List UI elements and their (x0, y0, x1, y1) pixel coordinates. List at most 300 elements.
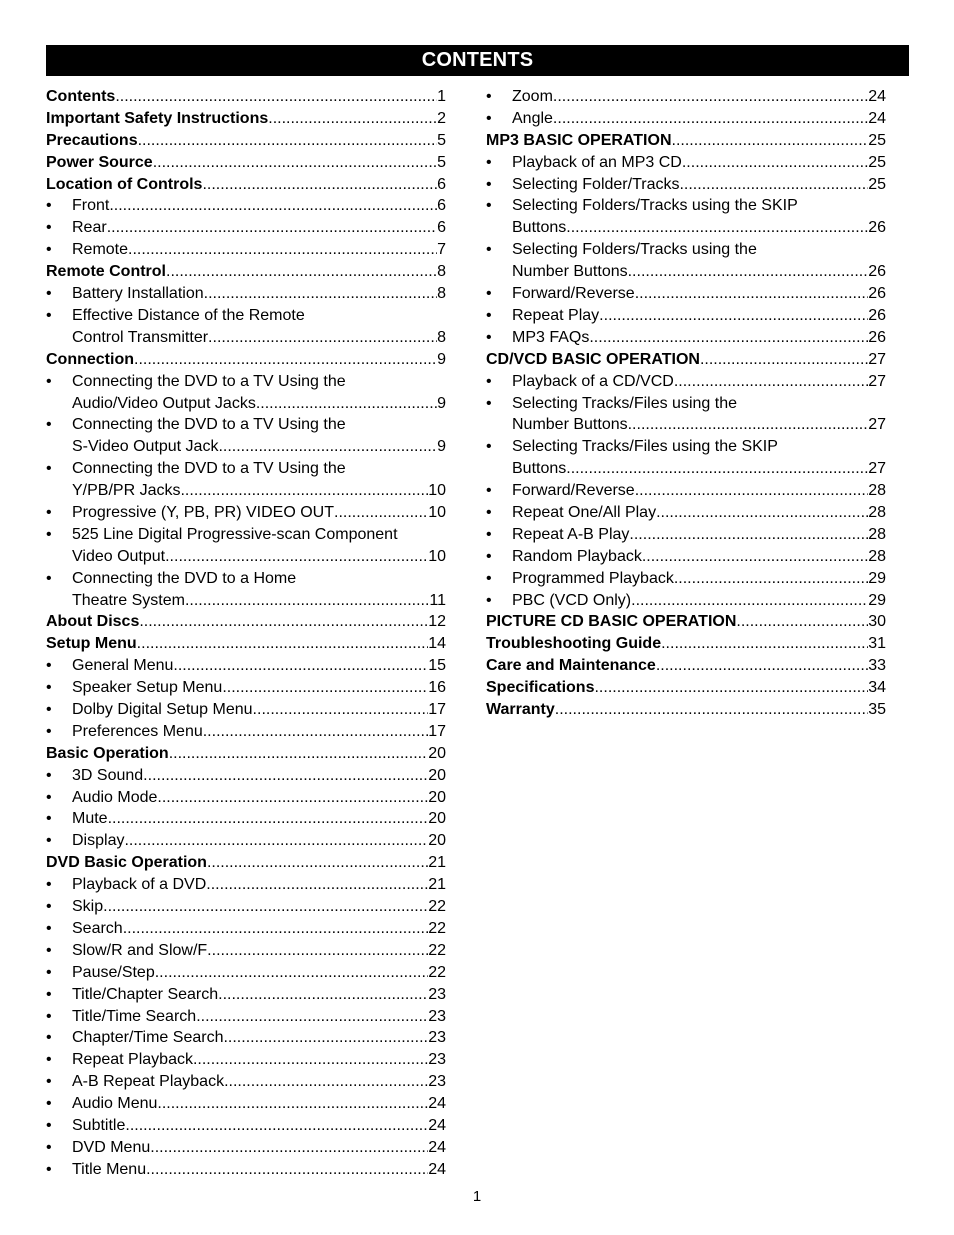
toc-page-number: 23 (428, 985, 446, 1003)
dot-leader (185, 590, 429, 612)
toc-page-number: 30 (868, 613, 886, 631)
toc-sub-entry[interactable] (486, 195, 886, 239)
toc-leader-line (46, 633, 446, 655)
toc-page-number: 20 (428, 788, 446, 806)
toc-entry-text: Display (72, 832, 125, 850)
bullet-icon: • (46, 219, 52, 237)
toc-entry-body (72, 1071, 446, 1093)
dot-leader (143, 765, 428, 787)
bullet-icon: • (46, 919, 52, 937)
toc-entry-body (486, 633, 886, 655)
dot-leader (138, 130, 438, 152)
toc-leader-line (72, 217, 446, 239)
dot-leader (599, 305, 868, 327)
toc-sub-entry[interactable] (46, 655, 446, 677)
dot-leader (672, 130, 869, 152)
toc-heading-entry[interactable] (486, 699, 886, 721)
dot-leader (108, 808, 429, 830)
toc-page-number: 8 (437, 328, 446, 346)
toc-page-number: 11 (429, 591, 446, 609)
page-title: CONTENTS (46, 45, 909, 76)
toc-leader-line (72, 1006, 446, 1028)
toc-leader-line (512, 108, 886, 130)
toc-entry-text: Setup Menu (46, 635, 137, 653)
toc-entry-body (72, 568, 446, 612)
toc-entry-body (512, 436, 886, 480)
toc-entry-text-line1: Selecting Folders/Tracks using the SKIP (512, 197, 798, 215)
bullet-icon: • (486, 175, 492, 193)
bullet-icon: • (486, 525, 492, 543)
dot-leader (629, 524, 868, 546)
toc-entry-text: Title Menu (72, 1160, 147, 1178)
bullet-icon: • (46, 503, 52, 521)
toc-entry-text-line1: Connecting the DVD to a TV Using the (72, 416, 346, 434)
dot-leader (594, 677, 868, 699)
toc-entry-text: Search (72, 919, 123, 937)
dot-leader (656, 502, 868, 524)
toc-sub-entry[interactable] (46, 940, 446, 962)
toc-heading-entry[interactable] (486, 611, 886, 633)
toc-heading-entry[interactable] (486, 677, 886, 699)
toc-heading-entry[interactable] (46, 174, 446, 196)
bullet-icon: • (46, 832, 52, 850)
toc-page-number: 23 (428, 1073, 446, 1091)
toc-entry-text: Slow/R and Slow/F (72, 941, 208, 959)
toc-sub-entry[interactable] (486, 590, 886, 612)
toc-entry-body (72, 874, 446, 896)
toc-entry-body (46, 86, 446, 108)
toc-entry-body (72, 1006, 446, 1028)
toc-entry-body (46, 611, 446, 633)
toc-entry-body (72, 1115, 446, 1137)
toc-entry-text-line1: Selecting Folders/Tracks using the (512, 241, 757, 259)
dot-leader (736, 611, 868, 633)
dot-leader (674, 371, 868, 393)
toc-leader-line (486, 633, 886, 655)
bullet-icon: • (46, 460, 52, 478)
toc-page-number: 31 (868, 635, 886, 653)
dot-leader (223, 1027, 428, 1049)
toc-entry-text: Zoom (512, 88, 553, 105)
bullet-icon: • (46, 569, 52, 587)
toc-sub-entry[interactable] (46, 217, 446, 239)
bullet-icon: • (486, 153, 492, 171)
toc-sub-entry[interactable] (486, 568, 886, 590)
toc-entry-text-line1: Selecting Tracks/Files using the SKIP (512, 438, 778, 456)
toc-sub-entry[interactable] (46, 1027, 446, 1049)
toc-entry-body (512, 590, 886, 612)
toc-entry-text: Troubleshooting Guide (486, 635, 662, 653)
toc-entry-text: Mute (72, 810, 108, 828)
toc-entry-body (72, 458, 446, 502)
toc-page-number: 20 (428, 744, 446, 762)
toc-sub-entry[interactable] (486, 480, 886, 502)
toc-page-number: 20 (428, 832, 446, 850)
toc-heading-entry[interactable] (46, 633, 446, 655)
dot-leader (553, 86, 868, 108)
dot-leader (334, 502, 428, 524)
toc-heading-entry[interactable] (486, 130, 886, 152)
toc-entry-text: Dolby Digital Setup Menu (72, 701, 253, 719)
toc-sub-entry[interactable] (486, 86, 886, 108)
toc-entry-body (72, 765, 446, 787)
toc-sub-entry[interactable] (46, 830, 446, 852)
toc-leader-line (72, 590, 446, 612)
toc-sub-entry[interactable] (46, 1137, 446, 1159)
toc-entry-text: DVD Menu (72, 1138, 151, 1156)
toc-entry-body (512, 195, 886, 239)
toc-leader-line (72, 546, 446, 568)
toc-page-number: 26 (868, 285, 886, 303)
toc-page-number: 28 (868, 503, 886, 521)
dot-leader (628, 414, 869, 436)
dot-leader (628, 261, 869, 283)
toc-sub-entry[interactable] (486, 524, 886, 546)
toc-entry-text: Subtitle (72, 1116, 126, 1134)
dot-leader (166, 261, 437, 283)
bullet-icon: • (46, 1029, 52, 1047)
toc-entry-text: Contents (46, 88, 116, 105)
toc-leader-line (72, 1115, 446, 1137)
dot-leader (128, 239, 437, 261)
toc-sub-entry[interactable] (46, 721, 446, 743)
toc-sub-entry[interactable] (46, 918, 446, 940)
toc-page-number: 20 (428, 766, 446, 784)
toc-page-number: 23 (428, 1029, 446, 1047)
toc-sub-entry[interactable] (46, 239, 446, 261)
dot-leader (115, 86, 437, 108)
toc-page-number: 24 (428, 1116, 446, 1134)
toc-entry-text: Y/PB/PR Jacks (72, 482, 181, 500)
bullet-icon: • (46, 1116, 52, 1134)
toc-leader-line (72, 808, 446, 830)
dot-leader (202, 174, 437, 196)
toc-page-number: 10 (428, 547, 446, 565)
toc-leader-line (72, 480, 446, 502)
toc-heading-entry[interactable] (486, 349, 886, 371)
toc-page-number: 26 (868, 328, 886, 346)
toc-leader-line (72, 436, 446, 458)
toc-leader-line (512, 590, 886, 612)
bullet-icon: • (46, 285, 52, 303)
toc-leader-line (486, 130, 886, 152)
toc-entry-body (72, 1093, 446, 1115)
bullet-icon: • (46, 1051, 52, 1069)
toc-sub-entry[interactable] (486, 393, 886, 437)
toc-entry-text-line1: 525 Line Digital Progressive-scan Component (72, 525, 398, 543)
toc-sub-entry[interactable] (46, 1093, 446, 1115)
toc-page-number: 6 (437, 219, 446, 237)
bullet-icon: • (46, 416, 52, 434)
toc-entry-text: Repeat Play (512, 306, 600, 324)
toc-heading-entry[interactable] (46, 130, 446, 152)
toc-page-number: 28 (868, 482, 886, 500)
toc-heading-entry[interactable] (486, 633, 886, 655)
dot-leader (157, 787, 428, 809)
toc-sub-entry[interactable] (486, 152, 886, 174)
toc-entry-text: Playback of a DVD (72, 876, 207, 894)
toc-entry-body (512, 239, 886, 283)
bullet-icon: • (46, 985, 52, 1003)
dot-leader (674, 568, 868, 590)
dot-leader (137, 633, 429, 655)
toc-page-number: 14 (428, 635, 446, 653)
toc-sub-entry[interactable] (486, 283, 886, 305)
toc-leader-line (72, 327, 446, 349)
toc-entry-text: CD/VCD BASIC OPERATION (486, 350, 700, 368)
toc-entry-body (512, 108, 886, 130)
toc-sub-entry[interactable] (46, 283, 446, 305)
bullet-icon: • (46, 722, 52, 740)
toc-entry-text: MP3 FAQs (512, 328, 590, 346)
toc-leader-line (512, 480, 886, 502)
dot-leader (125, 1115, 428, 1137)
toc-sub-entry[interactable] (46, 305, 446, 349)
toc-page-number: 26 (868, 306, 886, 324)
toc-sub-entry[interactable] (46, 765, 446, 787)
toc-sub-entry[interactable] (46, 1049, 446, 1071)
toc-heading-entry[interactable] (46, 349, 446, 371)
toc-sub-entry[interactable] (46, 787, 446, 809)
toc-leader-line (486, 655, 886, 677)
dot-leader (153, 152, 437, 174)
toc-entry-body (72, 502, 446, 524)
toc-left-column (46, 86, 446, 1181)
dot-leader (155, 962, 428, 984)
toc-entry-body (72, 655, 446, 677)
toc-entry-body (512, 546, 886, 568)
toc-entry-text: 3D Sound (72, 766, 144, 784)
toc-sub-entry[interactable] (486, 436, 886, 480)
dot-leader (218, 984, 428, 1006)
toc-page-number: 25 (868, 131, 886, 149)
toc-leader-line (486, 611, 886, 633)
toc-page-number: 25 (868, 153, 886, 171)
toc-entry-text: Theatre System (72, 591, 185, 609)
toc-entry-body (486, 349, 886, 371)
toc-entry-body (46, 349, 446, 371)
toc-entry-text: Progressive (Y, PB, PR) VIDEO OUT (72, 503, 334, 521)
toc-leader-line (72, 1049, 446, 1071)
toc-entry-body (72, 195, 446, 217)
toc-entry-body (512, 480, 886, 502)
toc-sub-entry[interactable] (46, 1159, 446, 1181)
toc-leader-line (512, 261, 886, 283)
toc-sub-entry[interactable] (46, 524, 446, 568)
toc-entry-text: Connection (46, 350, 134, 368)
bullet-icon: • (46, 306, 52, 324)
dot-leader (134, 349, 437, 371)
toc-entry-text: Buttons (512, 219, 567, 237)
bullet-icon: • (46, 241, 52, 259)
toc-page-number: 21 (428, 854, 446, 872)
toc-entry-text: PBC (VCD Only) (512, 591, 632, 609)
toc-sub-entry[interactable] (46, 458, 446, 502)
toc-sub-entry[interactable] (46, 195, 446, 217)
dot-leader (224, 1071, 428, 1093)
bullet-icon: • (486, 109, 492, 127)
toc-entry-text: Preferences Menu (72, 722, 203, 740)
toc-entry-body (512, 86, 886, 108)
toc-sub-entry[interactable] (486, 327, 886, 349)
toc-page-number: 27 (868, 416, 886, 434)
dot-leader (123, 918, 429, 940)
toc-page-number: 24 (428, 1095, 446, 1113)
toc-leader-line (486, 677, 886, 699)
dot-leader (180, 480, 428, 502)
toc-entry-text: Title/Chapter Search (72, 985, 219, 1003)
dot-leader (222, 677, 428, 699)
bullet-icon: • (486, 88, 492, 105)
dot-leader (196, 1006, 428, 1028)
bullet-icon: • (46, 657, 52, 675)
toc-entry-body (72, 918, 446, 940)
toc-entry-body (46, 261, 446, 283)
toc-leader-line (72, 721, 446, 743)
toc-entry-text: Remote Control (46, 263, 166, 281)
toc-sub-entry[interactable] (486, 305, 886, 327)
toc-entry-text: Number Buttons (512, 416, 628, 434)
toc-page-number: 6 (437, 175, 446, 193)
toc-page-number: 24 (868, 109, 886, 127)
toc-entry-body (512, 371, 886, 393)
toc-entry-text: About Discs (46, 613, 140, 631)
toc-page-number: 25 (868, 175, 886, 193)
toc-page-number: 27 (868, 350, 886, 368)
toc-entry-body (72, 414, 446, 458)
toc-sub-entry[interactable] (46, 677, 446, 699)
toc-sub-entry[interactable] (46, 371, 446, 415)
toc-sub-entry[interactable] (486, 239, 886, 283)
toc-entry-body (46, 152, 446, 174)
toc-heading-entry[interactable] (46, 86, 446, 108)
toc-entry-text: Programmed Playback (512, 569, 674, 587)
toc-sub-entry[interactable] (46, 1115, 446, 1137)
toc-page-number: 8 (437, 285, 446, 303)
toc-sub-entry[interactable] (486, 502, 886, 524)
dot-leader (635, 283, 869, 305)
toc-sub-entry[interactable] (46, 896, 446, 918)
toc-entry-text: Forward/Reverse (512, 285, 635, 303)
toc-entry-body (72, 787, 446, 809)
bullet-icon: • (46, 810, 52, 828)
toc-heading-entry[interactable] (46, 611, 446, 633)
toc-page-number: 26 (868, 219, 886, 237)
toc-sub-entry[interactable] (46, 1006, 446, 1028)
toc-leader-line (46, 86, 446, 108)
page-number: 1 (472, 1188, 482, 1205)
toc-heading-entry[interactable] (486, 655, 886, 677)
toc-leader-line (46, 349, 446, 371)
toc-entry-text: Chapter/Time Search (72, 1029, 224, 1047)
toc-leader-line (46, 108, 446, 130)
toc-sub-entry[interactable] (46, 808, 446, 830)
toc-right-column (486, 86, 886, 721)
toc-entry-body (512, 174, 886, 196)
toc-entry-body (72, 808, 446, 830)
toc-entry-body (512, 502, 886, 524)
toc-entry-text: Repeat A-B Play (512, 525, 630, 543)
toc-sub-entry[interactable] (46, 1071, 446, 1093)
toc-sub-entry[interactable] (46, 874, 446, 896)
toc-sub-entry[interactable] (46, 984, 446, 1006)
dot-leader (169, 743, 429, 765)
toc-page-number: 9 (437, 350, 446, 368)
toc-page-number: 28 (868, 525, 886, 543)
toc-sub-entry[interactable] (486, 174, 886, 196)
toc-entry-body (72, 1137, 446, 1159)
toc-leader-line (512, 152, 886, 174)
toc-leader-line (72, 962, 446, 984)
bullet-icon: • (46, 766, 52, 784)
bullet-icon: • (46, 1073, 52, 1091)
toc-leader-line (46, 152, 446, 174)
toc-sub-entry[interactable] (486, 546, 886, 568)
toc-leader-line (512, 283, 886, 305)
toc-entry-text: Pause/Step (72, 963, 155, 981)
dot-leader (566, 217, 868, 239)
toc-leader-line (512, 86, 886, 108)
toc-sub-entry[interactable] (46, 414, 446, 458)
toc-entry-text-line1: Selecting Tracks/Files using the (512, 394, 737, 412)
toc-heading-entry[interactable] (46, 852, 446, 874)
toc-leader-line (72, 1137, 446, 1159)
toc-page-number: 9 (437, 394, 446, 412)
toc-sub-entry[interactable] (486, 108, 886, 130)
dot-leader (682, 152, 868, 174)
bullet-icon: • (46, 1007, 52, 1025)
bullet-icon: • (46, 963, 52, 981)
toc-entry-body (72, 962, 446, 984)
toc-sub-entry[interactable] (46, 962, 446, 984)
toc-heading-entry[interactable] (46, 152, 446, 174)
toc-entry-text: S-Video Output Jack (72, 438, 219, 456)
bullet-icon: • (486, 569, 492, 587)
toc-entry-text: Audio/Video Output Jacks (72, 394, 256, 412)
toc-entry-text: DVD Basic Operation (46, 854, 207, 872)
toc-page-number: 23 (428, 1007, 446, 1025)
toc-entry-text: Location of Controls (46, 175, 203, 193)
dot-leader (700, 349, 868, 371)
dot-leader (203, 721, 428, 743)
toc-entry-text: Warranty (486, 701, 555, 718)
dot-leader (635, 480, 869, 502)
toc-entry-text: MP3 BASIC OPERATION (486, 131, 672, 149)
toc-heading-entry[interactable] (46, 108, 446, 130)
toc-page-number: 17 (428, 701, 446, 719)
toc-page-number: 35 (868, 701, 886, 718)
toc-entry-text: Repeat One/All Play (512, 503, 657, 521)
toc-entry-body (72, 940, 446, 962)
toc-entry-body (46, 130, 446, 152)
dot-leader (253, 699, 429, 721)
toc-heading-entry[interactable] (46, 743, 446, 765)
toc-leader-line (72, 984, 446, 1006)
toc-entry-text: Audio Menu (72, 1095, 158, 1113)
toc-page-number: 5 (437, 153, 446, 171)
toc-sub-entry[interactable] (486, 371, 886, 393)
toc-entry-body (72, 371, 446, 415)
toc-sub-entry[interactable] (46, 568, 446, 612)
toc-entry-body (72, 283, 446, 305)
toc-leader-line (72, 918, 446, 940)
toc-leader-line (72, 393, 446, 415)
toc-heading-entry[interactable] (46, 261, 446, 283)
toc-sub-entry[interactable] (46, 502, 446, 524)
toc-sub-entry[interactable] (46, 699, 446, 721)
toc-leader-line (72, 655, 446, 677)
toc-entry-text: Forward/Reverse (512, 482, 635, 500)
